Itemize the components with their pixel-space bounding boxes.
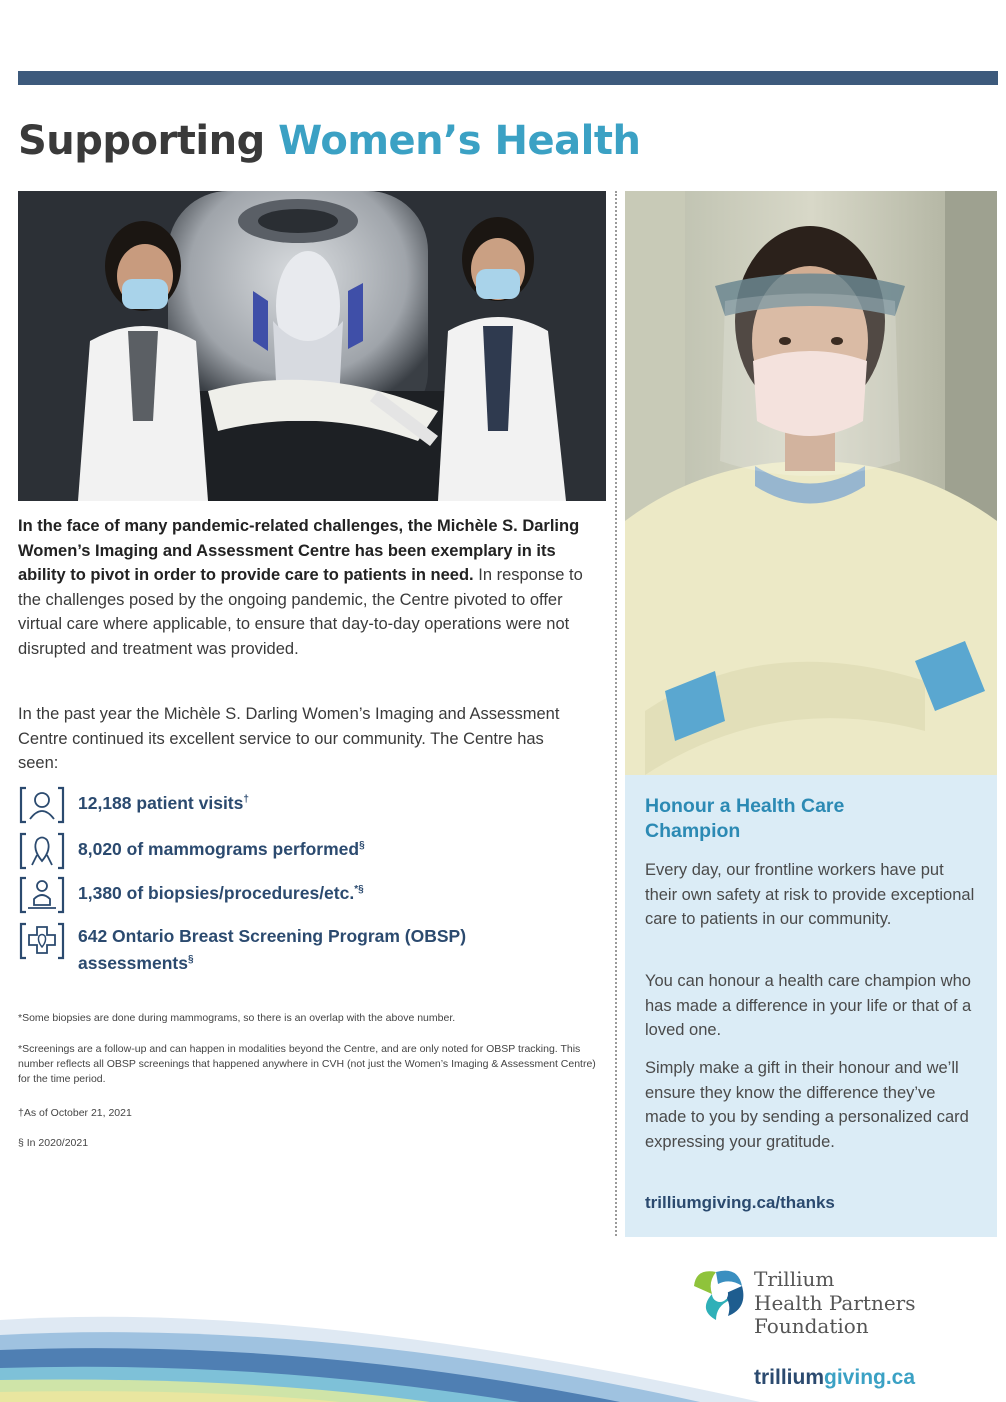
decorative-waves [0,1280,760,1402]
stat-mark: † [243,794,249,805]
stat-mammograms [18,831,365,871]
stat-mark: *§ [354,884,364,895]
stat-text: 642 Ontario Breast Screening Program (OBSP) assessments [78,926,467,973]
sidebar-paragraph: You can honour a health care champion who has made a difference in your life or that of a loved one. [645,972,972,1039]
thanks-link[interactable]: trilliumgiving.ca/thanks [645,1193,835,1212]
logo-line: Trillium [754,1267,835,1291]
stat-biopsies [18,875,364,915]
honour-sidebar [625,775,997,1237]
trillium-logo-icon [686,1264,756,1324]
procedure-icon [18,875,66,915]
stat-mark: § [187,954,194,965]
sidebar-paragraph: Simply make a gift in their honour and we’ll ensure they know the difference they’ve made to you by sending a personalized card expressing your gratitude. [645,1059,969,1151]
screening-icon [18,921,66,961]
stat-mark: § [359,840,365,851]
health-worker-photo [625,191,997,775]
website-part-2: giving.ca [824,1366,916,1389]
header-bar [18,71,998,85]
logo-wordmark [754,1268,916,1339]
logo-line: Foundation [754,1314,869,1338]
clinic-photo [18,191,606,501]
website-link[interactable] [754,1366,915,1390]
stat-text: 8,020 of mammograms performed [78,838,360,859]
ribbon-icon [18,831,66,871]
website-part-1: trillium [754,1366,825,1389]
stat-text: 1,380 of biopsies/procedures/etc. [78,882,355,903]
sidebar-title: Honour a Health Care Champion [645,795,845,842]
footnote-4: § In 2020/2021 [18,1137,89,1149]
logo-line: Health Partners [754,1290,916,1315]
intro-bold: In the face of many pandemic-related challenges, the Michèle S. Darling Women’s Imaging and Assessment Centre has been exemplary in its ability to pivot in order to provide care to patients in need. [18,517,580,584]
intro-regular: In response to the challenges posed by the ongoing pandemic, the Centre pivoted to offer virtual care where applicable, to ensure that day-to-day operations were not disrupted and treatment was provided. [18,566,583,658]
stat-obsp [18,921,548,975]
title-part-2: Women’s Health [278,118,641,164]
title-part-1: Supporting [18,118,265,164]
stat-text: 12,188 patient visits [78,792,244,813]
page-title [18,118,640,164]
footnote-3: †As of October 21, 2021 [18,1107,132,1119]
sidebar-paragraph: Every day, our frontline workers have put their own safety at risk to provide exceptional care to patients in our community. [645,861,975,928]
patient-icon [18,785,66,825]
intro-paragraph [18,514,590,661]
footnote-2: *Screenings are a follow-up and can happen in modalities beyond the Centre, and are only noted for OBSP tracking. This number reflects all OBSP screenings that happened anywhere in CVH (not just the Women’s Imaging & Assessment Centre) for the time period. [18,1043,596,1085]
column-divider [615,191,617,1236]
footnote-1: *Some biopsies are done during mammograms, so there is an overlap with the above number. [18,1012,456,1024]
services-paragraph: In the past year the Michèle S. Darling Women’s Imaging and Assessment Centre continued its excellent service to our community. The Centre has seen: [18,705,560,772]
stat-patient-visits [18,785,249,825]
